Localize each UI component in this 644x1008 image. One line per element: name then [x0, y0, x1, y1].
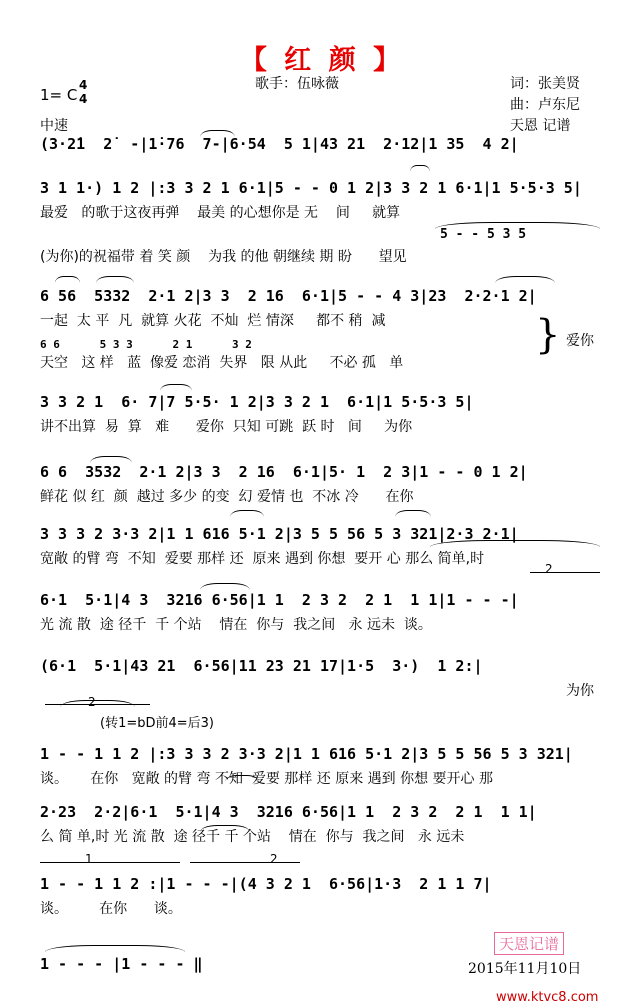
- lyric-row-8: 为你: [566, 683, 594, 699]
- lyricist-credit: 词：张美贤: [510, 76, 580, 92]
- notation-row-3-alt: 6 6 5 3 3 2 1 3 2: [40, 337, 252, 351]
- notation-row-4: 3 3 2 1 6· 7|7 5·5· 1 2|3 3 2 1 6·1|1 5·5·3 5|: [40, 393, 474, 411]
- lyric-row-2: 最爱 的歌于这夜再弹 最美 的心想你是 无 间 就算: [40, 205, 401, 221]
- lyric-row-4: 讲不出算 易 算 难 爱你 只知 可跳 跃 时 间 为你: [40, 419, 413, 435]
- transcriber-stamp: 天恩记谱: [494, 932, 564, 955]
- modulation-note: (转1=bD前4=后3): [100, 716, 215, 731]
- volta-line: [40, 862, 180, 863]
- lyric-row-2-alt: (为你)的祝福带 着 笑 颜 为我 的他 朝继续 期 盼 望见: [40, 249, 407, 265]
- slur-mark: [55, 276, 80, 283]
- slur-mark: [45, 945, 185, 952]
- site-watermark: www.ktvc8.com: [496, 990, 599, 1005]
- slur-mark: [410, 165, 430, 172]
- lyric-row-7: 光 流 散 途 径千 千 个站 情在 你与 我之间 永 远未 谈。: [40, 617, 432, 633]
- transcriber-credit: 天恩 记谱: [510, 118, 571, 134]
- slur-mark: [230, 510, 264, 517]
- song-title: 【 红 颜 】: [239, 45, 405, 76]
- singer-credit: 歌手：伍咏薇: [255, 76, 339, 92]
- volta-2-label: 2: [88, 695, 96, 709]
- key-signature: 1= C: [40, 86, 78, 104]
- lyric-row-11: 谈。 在你 谈。: [40, 901, 182, 917]
- notation-row-6: 3 3 3 2 3·3 2|1 1 616 5·1 2|3 5 5 56 5 3 321|2·3 2·1|: [40, 525, 519, 543]
- volta-line: [190, 862, 300, 863]
- time-denominator: 4: [79, 92, 88, 106]
- volta-2-label: 2: [545, 562, 553, 576]
- notation-row-5: 6 6 3532 2·1 2|3 3 2 16 6·1|5· 1 2 3|1 - - 0 1 2|: [40, 463, 528, 481]
- lyric-row-10: 么 简 单,时 光 流 散 途 径千 千 个站 情在 你与 我之间 永 远未: [40, 829, 465, 845]
- verse-bracket: }: [535, 312, 561, 358]
- notation-row-9: 1 - - 1 1 2 |:3 3 3 2 3·3 2|1 1 616 5·1 2|3 5 5 56 5 3 321|: [40, 745, 573, 763]
- notation-row-2-alt: 5 - - 5 3 5: [440, 226, 527, 242]
- lyric-row-6: 宽敞 的臂 弯 不知 爱要 那样 还 原来 遇到 你想 要开 心 那么 简单,时: [40, 551, 485, 567]
- transcription-date: 2015年11月10日: [468, 961, 582, 977]
- lyric-row-5: 鲜花 似 红 颜 越过 多少 的变 幻 爱情 也 不冰 冷 在你: [40, 489, 414, 505]
- notation-row-7: 6·1 5·1|4 3 3216 6·56|1 1 2 3 2 2 1 1 1|1 - - -|: [40, 591, 519, 609]
- tempo-marking: 中速: [40, 118, 68, 134]
- time-numerator: 4: [79, 78, 88, 92]
- notation-row-12: 1 - - - |1 - - - ‖: [40, 955, 203, 973]
- slur-mark: [495, 276, 555, 283]
- volta-line: [45, 704, 150, 705]
- lyric-row-3: 一起 太 平 凡 就算 火花 不灿 烂 情深 都不 稍 减: [40, 313, 386, 329]
- volta-line: [530, 572, 600, 573]
- side-lyric: 爱你: [566, 333, 594, 349]
- notation-row-3: 6 56 5332 2·1 2|3 3 2 16 6·1|5 - - 4 3|23 2·2·1 2|: [40, 287, 537, 305]
- slur-mark: [96, 276, 134, 283]
- notation-row-1: (3·2̇1 2̇ -|1̇·76 7-|6·54 5 1|43 21 2·12|1 35 4 2|: [40, 135, 519, 153]
- slur-mark: [395, 510, 431, 517]
- volta-1-label: 1: [85, 852, 93, 866]
- notation-row-2: 3 1 1·) 1 2 |:3 3 2 1 6·1|5 - - 0 1 2|3 3 2 1 6·1|1 5·5·3 5|: [40, 179, 582, 197]
- notation-row-8: (6·1 5·1|43 21 6·56|11 23 21 17|1·5 3·) 1 2:|: [40, 657, 483, 675]
- notation-row-10: 2·23 2·2|6·1 5·1|4 3 3216 6·56|1 1 2 3 2 2 1 1 1|: [40, 803, 537, 821]
- lyric-row-3-alt: 天空 这 样 蓝 像爱 恋消 失界 限 从此 不必 孤 单: [40, 355, 404, 371]
- volta-2-label: 2: [270, 852, 278, 866]
- composer-credit: 曲：卢东尼: [510, 97, 580, 113]
- lyric-row-9: 谈。 在你 宽敞 的臂 弯 不知 爱要 那样 还 原来 遇到 你想 要开心 那: [40, 771, 494, 787]
- notation-row-11: 1 - - 1 1 2 :|1 - - -|(4 3 2 1 6·56|1·3 2 1 1 7|: [40, 875, 492, 893]
